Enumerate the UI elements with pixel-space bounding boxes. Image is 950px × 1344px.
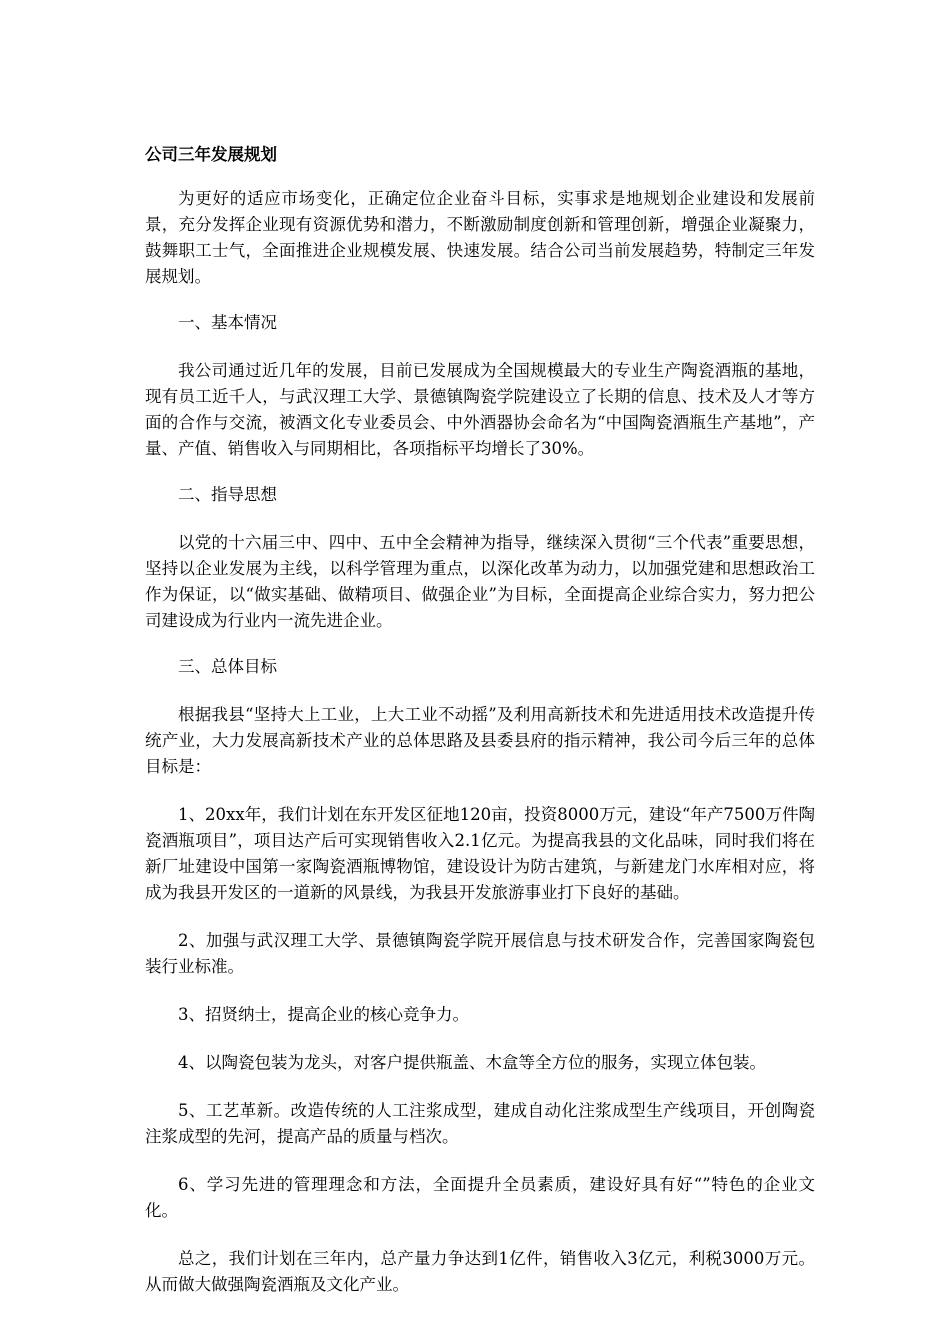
section-heading-overall-goals: 三、总体目标 [178, 657, 277, 676]
document-body [145, 144, 815, 1320]
section-overall-goals-body: 根据我县“坚持大上工业，上大工业不动摇”及利用高新技术和先进适用技术改造提升传统产业，大力发展高新技术产业的总体思路及县委县府的指示精神，我公司今后三年的总体目标是： [145, 705, 815, 776]
section-basic-situation-body: 我公司通过近几年的发展，目前已发展成为全国规模最大的专业生产陶瓷酒瓶的基地，现有员工近千人，与武汉理工大学、景德镇陶瓷学院建设立了长期的信息、技术及人才等方面的合作与交流，被酒文化专业委员会、中外酒器协会命名为“中国陶瓷酒瓶生产基地”，产量、产值、销售收入与同期相比，各项指标平均增长了30%。 [145, 361, 815, 458]
goal-item: 4、以陶瓷包装为龙头，对客户提供瓶盖、木盒等全方位的服务，实现立体包装。 [178, 1053, 766, 1072]
section-guiding-thought-body: 以党的十六届三中、四中、五中全会精神为指导，继续深入贯彻“三个代表”重要思想，坚持以企业发展为主线，以科学管理为重点，以深化改革为动力，以加强党建和思想政治工作为保证，以“做实基础、做精项目、做强企业”为目标，全面提高企业综合实力，努力把公司建设成为行业内一流先进企业。 [145, 533, 815, 630]
conclusion-paragraph: 总之，我们计划在三年内，总产量力争达到1亿件，销售收入3亿元，利税3000万元。从而做大做强陶瓷酒瓶及文化产业。 [145, 1249, 815, 1294]
goal-item: 5、工艺革新。改造传统的人工注浆成型，建成自动化注浆成型生产线项目，开创陶瓷注浆成型的先河，提高产品的质量与档次。 [145, 1101, 815, 1146]
goal-item: 2、加强与武汉理工大学、景德镇陶瓷学院开展信息与技术研发合作，完善国家陶瓷包装行业标准。 [145, 931, 815, 976]
section-heading-basic-situation: 一、基本情况 [178, 313, 277, 332]
section-heading-guiding-thought: 二、指导思想 [178, 485, 277, 504]
goal-item: 6、学习先进的管理理念和方法，全面提升全员素质，建设好具有好“”特色的企业文化。 [145, 1175, 815, 1220]
goal-item: 1、20xx年，我们计划在东开发区征地120亩，投资8000万元，建设“年产7500万件陶瓷酒瓶项目”，项目达产后可实现销售收入2.1亿元。为提高我县的文化品味，同时我们将在新厂址建设中国第一家陶瓷酒瓶博物馆，建设设计为防古建筑，与新建龙门水库相对应，将成为我县开发区的一道新的风景线，为我县开发旅游事业打下良好的基础。 [145, 805, 815, 902]
goal-item: 3、招贤纳士，提高企业的核心竞争力。 [178, 1005, 469, 1024]
intro-paragraph: 为更好的适应市场变化，正确定位企业奋斗目标，实事求是地规划企业建设和发展前景，充分发挥企业现有资源优势和潜力，不断激励制度创新和管理创新，增强企业凝聚力，鼓舞职工士气，全面推进企业规模发展、快速发展。结合公司当前发展趋势，特制定三年发展规划。 [145, 189, 815, 286]
document-title: 公司三年发展规划 [145, 145, 277, 164]
